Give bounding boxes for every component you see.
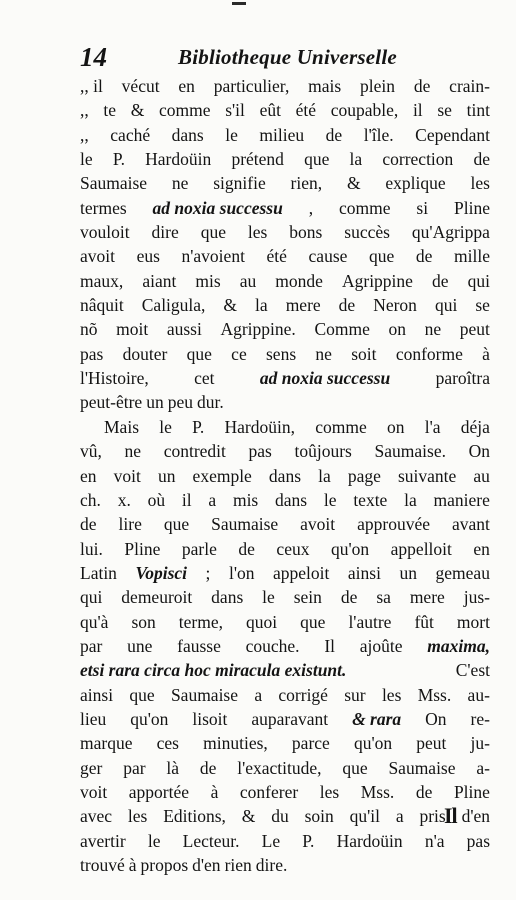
- word: a-: [476, 757, 490, 778]
- word: re-: [470, 708, 490, 729]
- word: l'île.: [363, 124, 394, 145]
- word: qu'il: [349, 806, 380, 827]
- word: C'est: [455, 660, 490, 681]
- word: paroîtra: [435, 368, 490, 389]
- word: nâquit: [80, 295, 124, 316]
- text-line: [80, 829, 490, 853]
- word: Agrippine: [341, 270, 413, 291]
- word: on: [386, 416, 405, 437]
- word: que: [163, 514, 190, 535]
- word: par: [80, 635, 103, 656]
- word: avec: [80, 806, 113, 827]
- word: dans: [268, 465, 301, 486]
- word: peut: [459, 319, 490, 340]
- word: Neron: [373, 295, 417, 316]
- word: dire: [151, 222, 179, 243]
- italic-phrase: & rara: [352, 708, 402, 729]
- word: ajoûte: [359, 635, 403, 656]
- word: tint: [466, 100, 490, 121]
- word: qu'on: [130, 708, 169, 729]
- word: dans: [275, 489, 308, 510]
- word: sens: [266, 343, 297, 364]
- word: termes: [80, 197, 127, 218]
- word: Caligula,: [141, 295, 206, 316]
- word: comme: [339, 197, 391, 218]
- word: avoit: [300, 514, 336, 535]
- word: que: [300, 611, 326, 632]
- word: fausse: [177, 635, 221, 656]
- word: là: [166, 757, 180, 778]
- word: peut: [416, 733, 447, 754]
- word: n'avoient: [181, 246, 245, 267]
- word: un: [399, 562, 417, 583]
- word: mais: [308, 76, 342, 96]
- word: le: [225, 124, 238, 145]
- word: d'en: [461, 806, 490, 827]
- text-line: [80, 610, 490, 634]
- word: de: [199, 757, 217, 778]
- word: la: [318, 465, 331, 486]
- word: P.: [192, 416, 205, 437]
- word: ;: [205, 562, 211, 583]
- word: Mss.: [360, 781, 395, 802]
- word: quoi: [246, 611, 278, 632]
- text-line: [80, 74, 490, 98]
- word: l'on: [228, 562, 255, 583]
- word: que: [342, 757, 368, 778]
- word: aiant: [142, 270, 177, 291]
- word: on: [388, 319, 406, 340]
- word: sur: [344, 684, 366, 705]
- word: apportée: [128, 781, 190, 802]
- printing-mark: [232, 2, 246, 5]
- word: a: [395, 806, 404, 827]
- word: comme: [315, 416, 367, 437]
- word: qu'Agrippa: [411, 222, 490, 243]
- text-line: [80, 244, 490, 268]
- word: Hardoüin: [145, 149, 212, 170]
- word: Agrippine.: [220, 319, 296, 340]
- word: corrigé: [278, 684, 328, 705]
- word: de: [340, 587, 358, 608]
- word: Le: [261, 830, 281, 851]
- word: où: [147, 489, 166, 510]
- word: si: [416, 197, 429, 218]
- word: dur.: [196, 392, 224, 413]
- word: vécut: [121, 76, 160, 96]
- word: voit: [113, 465, 141, 486]
- body-text: [80, 74, 490, 877]
- word: par: [123, 757, 146, 778]
- text-line: [80, 707, 490, 731]
- text-line: [80, 98, 490, 122]
- page-header: [80, 40, 490, 74]
- word: eus: [136, 246, 160, 267]
- word: x.: [117, 489, 131, 510]
- word: à: [128, 855, 137, 875]
- word: Hardoüin,: [224, 416, 295, 437]
- word: parle: [181, 538, 217, 559]
- word: Hardoüin: [336, 830, 403, 851]
- word: fût: [414, 611, 434, 632]
- text-line: [80, 342, 490, 366]
- word: qui: [467, 270, 490, 291]
- text-line: [80, 390, 490, 414]
- word: propos: [140, 855, 189, 875]
- word: de: [80, 514, 97, 535]
- word: en: [80, 465, 97, 486]
- word: On: [468, 441, 490, 462]
- word: signifie: [213, 173, 266, 194]
- word: Latin: [80, 562, 117, 583]
- word: contredit: [163, 441, 226, 462]
- italic-phrase: ad noxia successu: [259, 368, 391, 389]
- word: Mais: [104, 416, 139, 437]
- word: ne: [171, 173, 189, 194]
- word: a: [208, 489, 217, 510]
- word: &: [130, 100, 145, 121]
- word: une: [127, 635, 153, 656]
- word: Mss.: [417, 684, 452, 705]
- word: en: [178, 76, 195, 96]
- word: terme,: [178, 611, 223, 632]
- text-line: [80, 123, 490, 147]
- word: coupable,: [330, 100, 399, 121]
- word: ,, il: [80, 76, 103, 96]
- word: la: [349, 149, 363, 170]
- word: P.: [112, 149, 125, 170]
- word: ,,: [80, 124, 89, 145]
- word: monde: [275, 270, 323, 291]
- word: exemple: [192, 465, 252, 486]
- word: dans: [171, 124, 204, 145]
- word: &: [346, 173, 361, 194]
- word: mille: [454, 246, 490, 267]
- word: particulier,: [213, 76, 290, 96]
- word: mere: [409, 587, 445, 608]
- word: se: [475, 295, 490, 316]
- word: Saumaise: [170, 684, 239, 705]
- word: lui.: [80, 538, 103, 559]
- word: les: [470, 173, 490, 194]
- word: demeuroit: [121, 587, 193, 608]
- word: de: [432, 270, 449, 291]
- word: dans: [211, 587, 244, 608]
- word: cause: [308, 246, 348, 267]
- word: marque: [80, 733, 133, 754]
- text-line: [80, 756, 490, 780]
- word: voit: [80, 781, 108, 802]
- word: Cependant: [415, 124, 490, 145]
- word: ,: [308, 197, 314, 218]
- word: qu'à: [80, 611, 109, 632]
- word: couche.: [245, 635, 300, 656]
- text-line: [80, 634, 490, 658]
- word: Il: [324, 635, 336, 656]
- word: maniere: [433, 489, 490, 510]
- word: été: [266, 246, 287, 267]
- word: de: [238, 538, 255, 559]
- word: bons: [289, 222, 323, 243]
- word: ju-: [470, 733, 490, 754]
- word: pas: [248, 441, 272, 462]
- word: de: [413, 76, 431, 96]
- word: vû,: [80, 441, 102, 462]
- word: qu'on: [353, 733, 393, 754]
- word: que: [200, 222, 226, 243]
- text-line: [80, 804, 490, 828]
- word: comme: [159, 100, 211, 121]
- word: vouloit: [80, 222, 130, 243]
- word: avant: [452, 514, 490, 535]
- word: te: [103, 100, 117, 121]
- word: toûjours: [294, 441, 352, 462]
- word: Saumaise: [80, 173, 148, 194]
- word: se: [437, 100, 452, 121]
- text-line: [80, 171, 490, 195]
- italic-phrase: ad noxia successu: [152, 197, 283, 218]
- word: pris: [419, 806, 446, 827]
- word: appelloit: [390, 538, 452, 559]
- word: ces: [156, 733, 179, 754]
- word: de: [415, 781, 433, 802]
- word: avertir: [80, 830, 126, 851]
- word: Saumaise: [211, 514, 279, 535]
- word: sa: [376, 587, 391, 608]
- word: conforme: [395, 343, 463, 364]
- word: de: [338, 295, 356, 316]
- word: en: [473, 538, 490, 559]
- word: appeloit: [273, 562, 330, 583]
- word: ch.: [80, 489, 101, 510]
- word: l'exactitude,: [237, 757, 322, 778]
- word: moit: [116, 319, 149, 340]
- word: Comme: [314, 319, 370, 340]
- word: milieu: [259, 124, 305, 145]
- word: les: [247, 222, 268, 243]
- word: les: [381, 684, 402, 705]
- word: qui: [434, 295, 458, 316]
- text-line: [80, 269, 490, 293]
- word: au: [239, 270, 257, 291]
- running-title: Bibliotheque Universelle: [178, 45, 397, 69]
- word: ainsi: [347, 562, 381, 583]
- text-line: [80, 780, 490, 804]
- word: ne: [424, 319, 442, 340]
- word: parce: [291, 733, 330, 754]
- text-line: [80, 683, 490, 707]
- word: que: [129, 684, 155, 705]
- text-line: [80, 512, 490, 536]
- word: succès: [344, 222, 390, 243]
- word: d'en: [192, 855, 221, 875]
- word: de: [325, 124, 343, 145]
- word: nõ: [80, 319, 98, 340]
- text-line: [80, 658, 490, 682]
- text-line: [80, 585, 490, 609]
- word: ,,: [80, 100, 89, 121]
- word: ce: [231, 343, 247, 364]
- word: caché: [110, 124, 151, 145]
- word: Pline: [453, 197, 490, 218]
- word: jus-: [463, 587, 490, 608]
- word: la: [255, 295, 268, 316]
- word: de: [473, 149, 490, 170]
- italic-phrase: etsi rara circa hoc miracula existunt.: [80, 660, 347, 681]
- text-line: [80, 415, 490, 439]
- word: l'autre: [348, 611, 392, 632]
- word: douter: [122, 343, 168, 364]
- word: ainsi: [80, 684, 114, 705]
- text-line: [80, 293, 490, 317]
- word: page: [347, 465, 381, 486]
- word: ne: [124, 441, 142, 462]
- word: lisoit: [192, 708, 228, 729]
- word: la: [404, 489, 417, 510]
- word: aussi: [166, 319, 202, 340]
- word: les: [127, 806, 148, 827]
- word: eût: [259, 100, 281, 121]
- word: n'a: [424, 830, 445, 851]
- text-line: [80, 147, 490, 171]
- word: le: [159, 416, 172, 437]
- word: dire.: [255, 855, 288, 875]
- word: On: [425, 708, 447, 729]
- text-line: [80, 537, 490, 561]
- catchword: Il: [444, 803, 457, 828]
- word: a: [254, 684, 263, 705]
- word: rien: [224, 855, 252, 875]
- word: un: [157, 465, 176, 486]
- italic-phrase: maxima,: [427, 635, 490, 656]
- word: lieu: [80, 708, 107, 729]
- word: Saumaise.: [374, 441, 446, 462]
- word: &: [223, 295, 238, 316]
- word: au-: [467, 684, 490, 705]
- word: que: [369, 246, 395, 267]
- word: Pline: [453, 781, 490, 802]
- text-line: [80, 464, 490, 488]
- word: texte: [353, 489, 388, 510]
- word: mort: [456, 611, 490, 632]
- text-line: [80, 853, 490, 877]
- word: ne: [315, 343, 332, 364]
- word: du: [271, 806, 289, 827]
- word: il: [412, 100, 423, 121]
- word: avoit: [80, 246, 115, 267]
- text-line: [80, 196, 490, 220]
- word: pas: [80, 343, 104, 364]
- word: Editions,: [163, 806, 226, 827]
- word: P.: [302, 830, 315, 851]
- text-line: [80, 220, 490, 244]
- word: que: [186, 343, 212, 364]
- word: suivante: [397, 465, 457, 486]
- word: Pline: [124, 538, 161, 559]
- word: Saumaise: [388, 757, 456, 778]
- text-line: [80, 317, 490, 341]
- word: mis: [232, 489, 259, 510]
- word: son: [131, 611, 156, 632]
- word: l'a: [424, 416, 441, 437]
- text-line: [80, 366, 490, 390]
- word: crain-: [449, 76, 490, 96]
- word: lire: [118, 514, 142, 535]
- word: ger: [80, 757, 103, 778]
- word: mere: [285, 295, 321, 316]
- word: prétend: [231, 149, 284, 170]
- word: soin: [304, 806, 334, 827]
- word: trouvé: [80, 855, 125, 875]
- word: approuvée: [357, 514, 431, 535]
- word: gemeau: [435, 562, 490, 583]
- word: &: [241, 806, 256, 827]
- word: sein: [293, 587, 322, 608]
- word: le: [323, 489, 337, 510]
- text-line: [80, 731, 490, 755]
- word: ceux: [276, 538, 310, 559]
- word: pas: [466, 830, 490, 851]
- word: plein: [360, 76, 396, 96]
- word: au: [473, 465, 490, 486]
- word: qu'on: [330, 538, 370, 559]
- word: peut-être: [80, 392, 143, 413]
- word: à: [210, 781, 219, 802]
- word: un: [146, 392, 164, 413]
- word: il: [181, 489, 192, 510]
- word: correction: [382, 149, 454, 170]
- word: explique: [385, 173, 446, 194]
- word: cet: [194, 368, 215, 389]
- word: conferer: [239, 781, 299, 802]
- page-number: 14: [80, 42, 107, 72]
- word: le: [147, 830, 161, 851]
- word: le: [262, 587, 275, 608]
- word: qui: [80, 587, 103, 608]
- text-line: [80, 561, 490, 585]
- word: s'il: [225, 100, 245, 121]
- word: auparavant: [251, 708, 329, 729]
- word: déja: [460, 416, 490, 437]
- word: à: [482, 343, 490, 364]
- word: les: [319, 781, 340, 802]
- word: maux,: [80, 270, 124, 291]
- word: été: [295, 100, 317, 121]
- word: mis: [195, 270, 221, 291]
- word: peu: [167, 392, 193, 413]
- text-line: [80, 439, 490, 463]
- italic-phrase: Vopisci: [135, 562, 188, 583]
- word: de: [415, 246, 433, 267]
- text-line: [80, 488, 490, 512]
- word: Lecteur.: [182, 830, 240, 851]
- word: le: [80, 149, 93, 170]
- word: que: [304, 149, 330, 170]
- word: minuties,: [203, 733, 268, 754]
- word: l'Histoire,: [80, 368, 149, 389]
- word: rien,: [290, 173, 323, 194]
- word: soit: [351, 343, 377, 364]
